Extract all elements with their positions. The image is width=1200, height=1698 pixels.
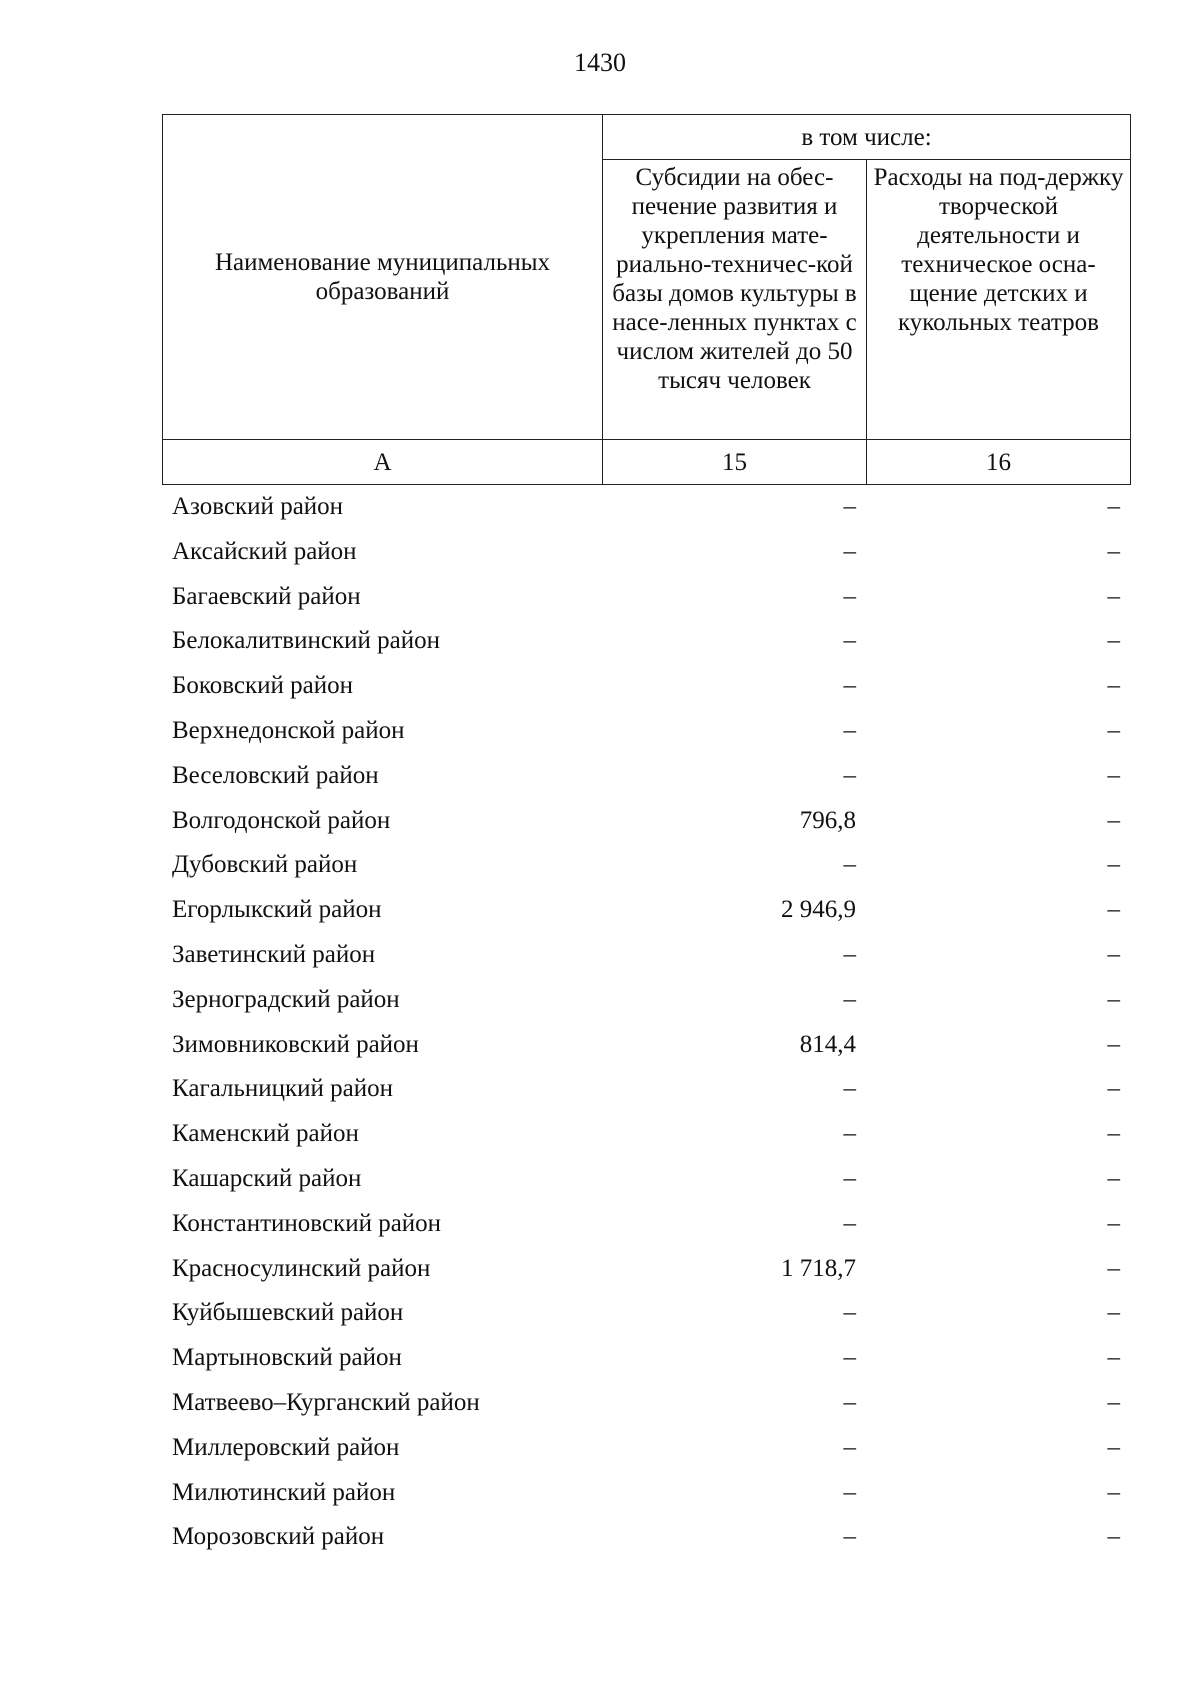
row-value-15: – — [843, 1523, 856, 1551]
row-value-15: – — [843, 672, 856, 700]
row-value-16: – — [1107, 1254, 1120, 1282]
row-value-15: 2 946,9 — [781, 896, 856, 924]
row-value-16: – — [1107, 1523, 1120, 1551]
table-row — [162, 1515, 1130, 1560]
table-row — [162, 754, 1130, 799]
row-value-16: – — [1107, 1075, 1120, 1103]
row-value-16: – — [1107, 1164, 1120, 1192]
table-row — [162, 978, 1130, 1023]
header-column-15: Субсидии на обес-печение развития и укрепления мате-риально-техничес-кой базы домов культуры в насе-ленных пунктах с числом жителей до 50 тысяч человек — [603, 160, 867, 440]
row-value-15: – — [843, 985, 856, 1013]
row-value-15: – — [843, 1120, 856, 1148]
row-value-16: – — [1107, 1388, 1120, 1416]
row-value-16: – — [1107, 716, 1120, 744]
row-value-15: – — [843, 940, 856, 968]
header-index-15: 15 — [603, 440, 867, 485]
row-name: Заветинский район — [172, 940, 376, 968]
row-value-15: – — [843, 582, 856, 610]
row-name: Красносулинский район — [172, 1254, 431, 1282]
row-value-16: – — [1107, 1478, 1120, 1506]
row-name: Морозовский район — [172, 1523, 385, 1551]
row-name: Зимовниковский район — [172, 1030, 419, 1058]
row-name: Куйбышевский район — [172, 1299, 404, 1327]
row-name: Миллеровский район — [172, 1433, 400, 1461]
table-row — [162, 1426, 1130, 1471]
row-name: Кагальницкий район — [172, 1075, 394, 1103]
row-value-16: – — [1107, 1209, 1120, 1237]
row-value-15: – — [843, 1299, 856, 1327]
row-value-15: – — [843, 1433, 856, 1461]
header-index-name: А — [163, 440, 603, 485]
row-name: Азовский район — [172, 493, 344, 520]
page-number: 1430 — [574, 48, 626, 77]
table-row — [162, 843, 1130, 888]
table-row — [162, 530, 1130, 575]
row-name: Зерноградский район — [172, 985, 400, 1013]
table-row — [162, 1157, 1130, 1202]
header-index-16: 16 — [867, 440, 1131, 485]
header-name-column: Наименование муниципальных образований — [163, 115, 603, 440]
table-row — [162, 1112, 1130, 1157]
row-value-16: – — [1107, 896, 1120, 924]
row-name: Каменский район — [172, 1120, 359, 1148]
table-row — [162, 933, 1130, 978]
row-value-16: – — [1107, 627, 1120, 655]
row-name: Кашарский район — [172, 1164, 362, 1192]
row-value-15: – — [843, 851, 856, 879]
row-value-16: – — [1107, 851, 1120, 879]
table-row — [162, 664, 1130, 709]
row-value-16: – — [1107, 1344, 1120, 1372]
row-name: Милютинский район — [172, 1478, 396, 1506]
table-row — [162, 888, 1130, 933]
row-name: Аксайский район — [172, 537, 357, 565]
row-value-16: – — [1107, 1433, 1120, 1461]
row-value-15: 814,4 — [799, 1030, 856, 1058]
row-value-16: – — [1107, 493, 1120, 520]
row-value-16: – — [1107, 761, 1120, 789]
row-value-16: – — [1107, 1030, 1120, 1058]
table-row — [162, 709, 1130, 754]
row-value-16: – — [1107, 582, 1120, 610]
row-value-15: – — [843, 627, 856, 655]
header-group-label: в том числе: — [603, 115, 1131, 160]
row-value-16: – — [1107, 1299, 1120, 1327]
table-row — [162, 1381, 1130, 1426]
table-row — [162, 1067, 1130, 1112]
row-value-16: – — [1107, 940, 1120, 968]
row-value-16: – — [1107, 537, 1120, 565]
row-value-15: – — [843, 1209, 856, 1237]
table-header — [162, 114, 1131, 485]
row-value-16: – — [1107, 806, 1120, 834]
row-value-16: – — [1107, 985, 1120, 1013]
table-row — [162, 575, 1130, 620]
row-name: Веселовский район — [172, 761, 379, 789]
table-row — [162, 485, 1130, 530]
row-value-15: – — [843, 716, 856, 744]
table-row — [162, 1023, 1130, 1068]
row-value-15: – — [843, 1344, 856, 1372]
row-name: Белокалитвинский район — [172, 627, 440, 655]
row-value-15: – — [843, 1164, 856, 1192]
row-name: Волгодонской район — [172, 806, 391, 834]
row-value-16: – — [1107, 672, 1120, 700]
row-value-15: – — [843, 537, 856, 565]
row-value-15: – — [843, 761, 856, 789]
header-column-16: Расходы на под-держку творческой деятельности и техническое осна-щение детских и кукольных театров — [867, 160, 1131, 440]
row-value-15: – — [843, 1478, 856, 1506]
row-value-15: – — [843, 1388, 856, 1416]
table-body — [162, 485, 1130, 1560]
table-row — [162, 1471, 1130, 1516]
row-name: Дубовский район — [172, 851, 358, 879]
table-row — [162, 1202, 1130, 1247]
row-name: Константиновский район — [172, 1209, 442, 1237]
table-row — [162, 1247, 1130, 1292]
row-value-15: – — [843, 493, 856, 520]
table-row — [162, 1291, 1130, 1336]
row-value-15: 1 718,7 — [781, 1254, 856, 1282]
table-row — [162, 1336, 1130, 1381]
table-row — [162, 799, 1130, 844]
row-name: Боковский район — [172, 672, 353, 700]
row-name: Егорлыкский район — [172, 896, 382, 924]
row-name: Матвеево–Курганский район — [172, 1388, 480, 1416]
row-name: Верхнедонской район — [172, 716, 405, 744]
row-value-16: – — [1107, 1120, 1120, 1148]
row-name: Багаевский район — [172, 582, 361, 610]
row-value-15: 796,8 — [799, 806, 856, 834]
row-value-15: – — [843, 1075, 856, 1103]
row-name: Мартыновский район — [172, 1344, 402, 1372]
table-row — [162, 619, 1130, 664]
